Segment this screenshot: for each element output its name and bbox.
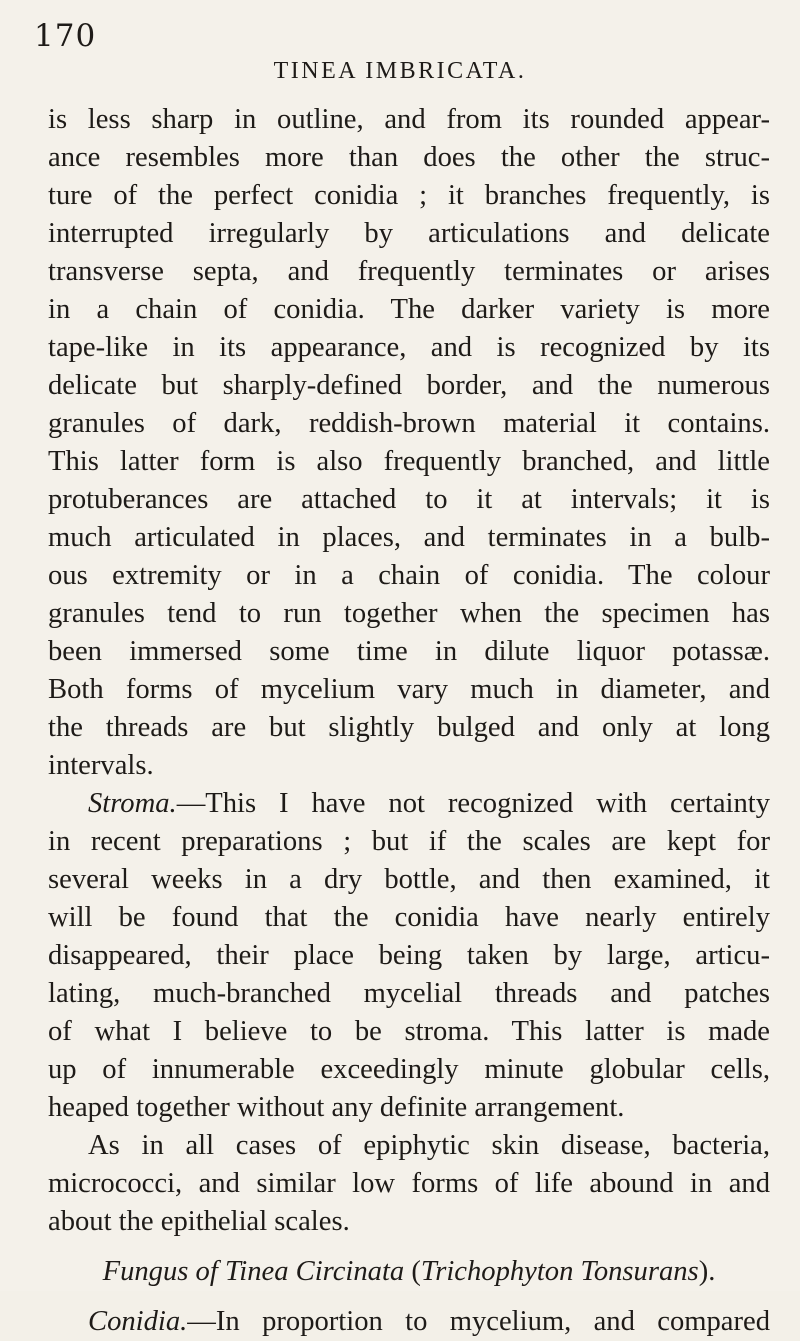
lead-text: —In proportion to mycelium, and compared (187, 1306, 770, 1337)
section-heading-paren: ). (698, 1256, 716, 1287)
page-number: 170 (34, 18, 97, 54)
text-line: of what I believe to be stroma. This latter is made (48, 1016, 770, 1047)
text-line: disappeared, their place being taken by large, articu- (48, 940, 770, 971)
text-line: in a chain of conidia. The darker variety is more (48, 294, 770, 325)
text-line: much articulated in places, and terminates in a bulb- (48, 522, 770, 553)
section-heading (48, 1253, 770, 1291)
section-heading-paren: ( (411, 1256, 421, 1287)
text-line: heaped together without any definite arrangement. (48, 1092, 625, 1123)
body-text (48, 101, 770, 1341)
text-line: the threads are but slightly bulged and only at long (48, 712, 770, 743)
text-line: up of innumerable exceedingly minute globular cells, (48, 1054, 770, 1085)
text-line: in recent preparations ; but if the scales are kept for (48, 826, 770, 857)
text-line: ance resembles more than does the other the struc- (48, 142, 770, 173)
text-line: This latter form is also frequently branched, and little (48, 446, 770, 477)
text-line: about the epithelial scales. (48, 1206, 350, 1237)
text-line: micrococci, and similar low forms of life abound in and (48, 1168, 770, 1199)
text-line: will be found that the conidia have nearly entirely (48, 902, 770, 933)
text-line: granules tend to run together when the specimen has (48, 598, 770, 629)
text-line: lating, much-branched mycelial threads and patches (48, 978, 770, 1009)
text-line: ture of the perfect conidia ; it branches frequently, is (48, 180, 770, 211)
lead-text: —This I have not recognized with certainty (176, 788, 770, 819)
text-line: Both forms of mycelium vary much in diameter, and (48, 674, 770, 705)
text-line: tape-like in its appearance, and is recognized by its (48, 332, 770, 363)
text-line: several weeks in a dry bottle, and then examined, it (48, 864, 770, 895)
section-heading-species: Trichophyton Tonsurans (420, 1256, 699, 1287)
run-in-heading: Stroma. (88, 788, 177, 819)
paragraph-lead-line (48, 785, 770, 823)
section-heading-title: Fungus of Tinea Circinata (102, 1256, 405, 1287)
text-line: As in all cases of epiphytic skin disease, bacteria, (88, 1130, 770, 1161)
text-line: delicate but sharply-defined border, and the numerous (48, 370, 770, 401)
text-line: interrupted irregularly by articulations and delicate (48, 218, 770, 249)
text-line: protuberances are attached to it at intervals; it is (48, 484, 770, 515)
paragraph-lead-line (48, 1303, 770, 1341)
text-line: transverse septa, and frequently terminates or arises (48, 256, 770, 287)
text-line: ous extremity or in a chain of conidia. The colour (48, 560, 770, 591)
run-in-heading: Conidia. (88, 1306, 188, 1337)
text-line: intervals. (48, 750, 154, 781)
text-line: granules of dark, reddish-brown material it contains. (48, 408, 770, 439)
running-head: TINEA IMBRICATA. (273, 58, 527, 84)
text-line: been immersed some time in dilute liquor potassæ. (48, 636, 770, 667)
text-line: is less sharp in outline, and from its rounded appear- (48, 104, 770, 135)
